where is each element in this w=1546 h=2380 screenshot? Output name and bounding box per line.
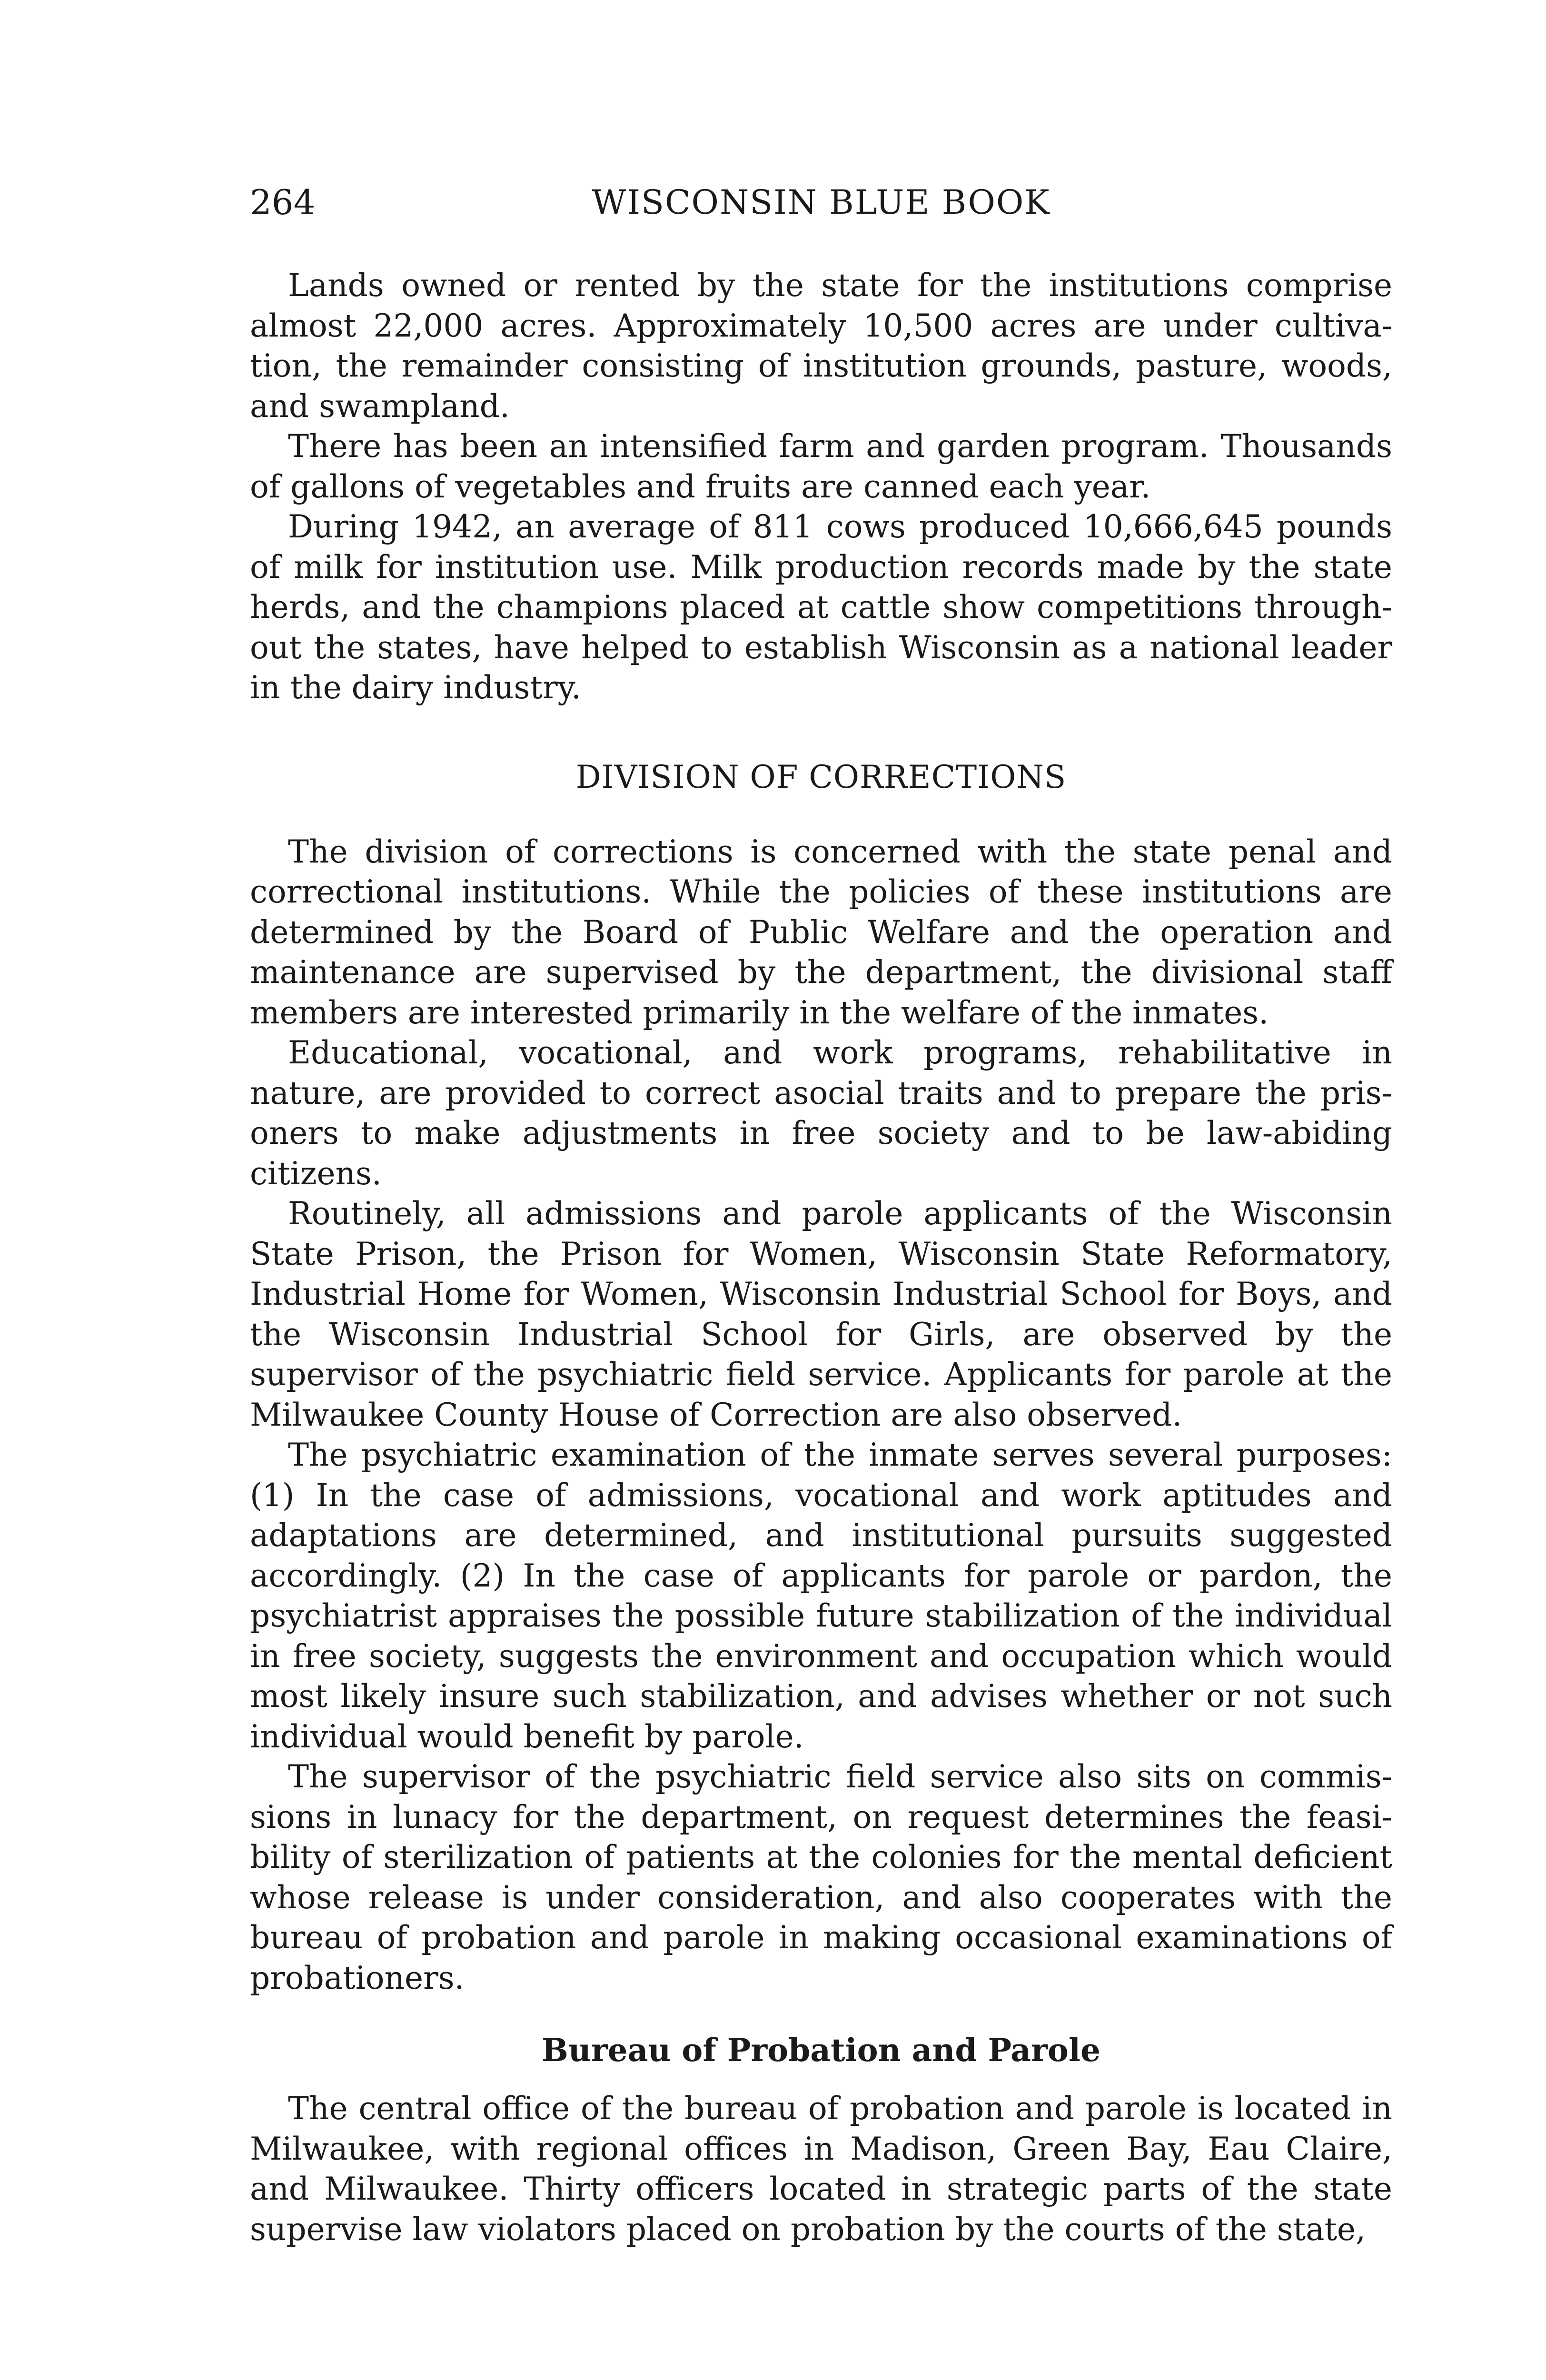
page-header [250,176,1392,228]
subsection-heading-probation-parole: Bureau of Probation and Parole [542,2032,1100,2069]
paragraph-psychiatric-observation: Routinely, all admissions and parole applicants of the Wisconsin State Prison, the Prison for Women, Wisconsin State Reformatory, Industrial Home for Women, Wisconsin Industrial School for Boys, and the Wisconsin Industrial School for Girls, are observed by the supervisor of the psychiatric field service. Applicants for parole at the Milwaukee County House of Correction are also observed. [250,1195,1392,1433]
paragraph-milk-production: During 1942, an average of 811 cows produced 10,666,645 pounds of milk for institution use. Milk production records made by the state herds, and the champions placed at cattle show competitions throughout the states, have helped to establish Wisconsin as a national leader in the dairy industry. [250,508,1392,706]
body-text [250,266,1392,2250]
page-number: 264 [250,182,316,222]
paragraph-supervisor-duties: The supervisor of the psychiatric field service also sits on commissions in lunacy for the department, on request determines the feasibility of sterilization of patients at the colonies for the mental deficient whose release is under consideration, and also cooperates with the bureau of probation and parole in making occasional examinations of probationers. [250,1758,1392,1996]
paragraph-psychiatric-examination: The psychiatric examination of the inmate serves several purposes: (1) In the case of admissions, vocational and work aptitudes and adaptations are determined, and institutional pursuits suggested accordingly. (2) In the case of applicants for parole or pardon, the psychiatrist appraises the possible future stabilization of the individual in free society, suggests the environment and occupation which would most likely insure such stabilization, and advises whether or not such individual would benefit by parole. [250,1437,1392,1755]
running-title: WISCONSIN BLUE BOOK [592,183,1050,222]
paragraph-division-purpose: The division of corrections is concerned with the state penal and correctional institutions. While the policies of these institutions are determined by the Board of Public Welfare and the operation and maintenance are supervised by the department, the divisional staff members are interested primarily in the welfare of the inmates. [250,833,1392,1031]
paragraph-farm-program: There has been an intensified farm and garden program. Thousands of gallons of vegetables and fruits are canned each year. [250,428,1392,505]
paragraph-programs: Educational, vocational, and work programs, rehabilitative in nature, are provided to correct asocial traits and to prepare the prisoners to make adjustments in free society and to be law-abiding citizens. [250,1034,1392,1192]
paragraph-bureau-offices: The central office of the bureau of probation and parole is located in Milwaukee, with regional offices in Madison, Green Bay, Eau Claire, and Milwaukee. Thirty officers located in strategic parts of the state supervise law violators placed on probation by the courts of the state, [250,2090,1392,2248]
paragraph-land-acreage: Lands owned or rented by the state for the institutions comprise almost 22,000 acres. Approximately 10,500 acres are under cultivation, the remainder consisting of institution grounds, pasture, woods, and swampland. [250,267,1392,425]
section-heading-division-of-corrections: DIVISION OF CORRECTIONS [575,758,1067,795]
